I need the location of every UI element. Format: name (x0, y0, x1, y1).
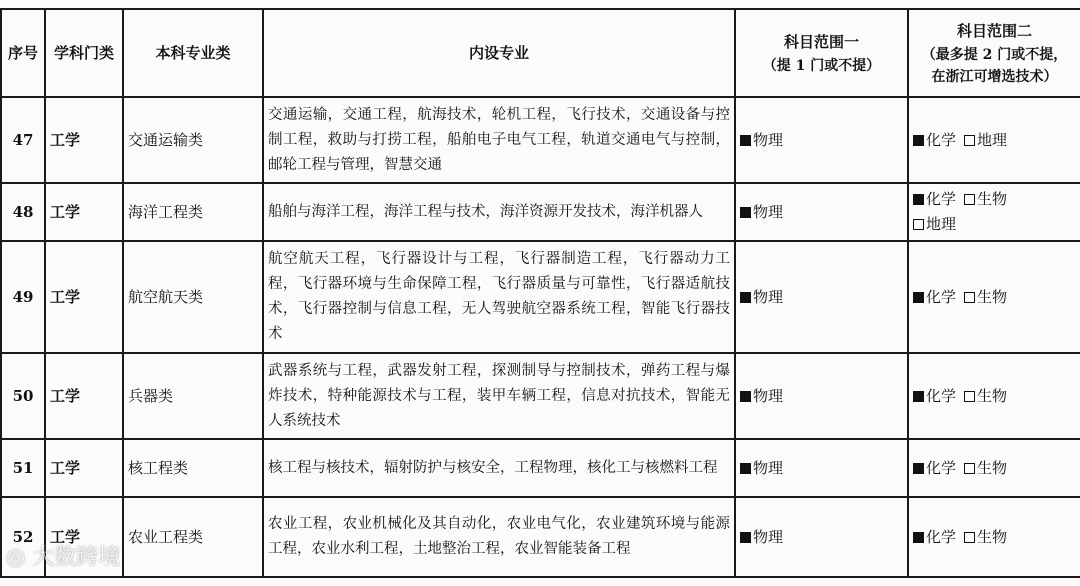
subject-option (964, 288, 1007, 306)
subject-label: 化学 (926, 190, 957, 208)
row-range2 (908, 183, 1080, 241)
row-range1 (735, 497, 908, 577)
row-major-class: 兵器类 (123, 353, 263, 439)
row-majors: 船舶与海洋工程，海洋工程与技术，海洋资源开发技术，海洋机器人 (263, 183, 735, 241)
row-range1 (735, 439, 908, 497)
row-index: 47 (1, 97, 45, 183)
subject-label: 物理 (753, 458, 784, 477)
row-major-class: 交通运输类 (123, 97, 263, 183)
subject-requirements-table (0, 8, 1080, 578)
table-row (1, 183, 1080, 241)
checked-box-icon (740, 135, 751, 146)
row-majors: 交通运输，交通工程，航海技术，轮机工程，飞行技术，交通设备与控制工程，救助与打捞工程，船舶电子电气工程，轨道交通电气与控制，邮轮工程与管理，智慧交通 (263, 97, 735, 183)
row-range2 (908, 241, 1080, 353)
checked-box-icon (740, 207, 751, 218)
row-index: 52 (1, 497, 45, 577)
row-range2 (908, 353, 1080, 439)
subject-option (913, 528, 956, 546)
row-discipline: 工学 (45, 241, 123, 353)
row-discipline: 工学 (45, 353, 123, 439)
checked-box-icon (913, 532, 924, 543)
unchecked-box-icon (964, 391, 975, 402)
header-range2 (908, 9, 1080, 97)
subject-label: 化学 (926, 527, 957, 546)
unchecked-box-icon (964, 135, 975, 146)
header-range1-title: 科目范围一 (783, 32, 859, 51)
table-row (1, 497, 1080, 577)
header-range2-note1: （最多提 2 门或不提， (921, 46, 1068, 63)
row-major-class: 航空航天类 (123, 241, 263, 353)
subject-option (740, 203, 783, 221)
row-majors: 农业工程，农业机械化及其自动化，农业电气化，农业建筑环境与能源工程，农业水利工程，土地整治工程，农业智能装备工程 (263, 497, 735, 577)
unchecked-box-icon (964, 194, 975, 205)
subject-option (913, 131, 956, 149)
row-range1 (735, 97, 908, 183)
row-discipline: 工学 (45, 497, 123, 577)
row-index: 48 (1, 183, 45, 241)
row-range2 (908, 439, 1080, 497)
subject-option (740, 288, 783, 306)
subject-option (913, 215, 956, 233)
subject-label: 化学 (926, 130, 957, 149)
header-index: 序号 (1, 9, 45, 97)
row-index: 49 (1, 241, 45, 353)
row-major-class: 海洋工程类 (123, 183, 263, 241)
checked-box-icon (913, 463, 924, 474)
subject-label: 生物 (977, 458, 1008, 477)
checked-box-icon (740, 292, 751, 303)
table-row (1, 353, 1080, 439)
header-range1-note: （提 1 门或不提） (762, 57, 881, 74)
unchecked-box-icon (964, 292, 975, 303)
subject-label: 生物 (977, 386, 1008, 405)
row-majors: 武器系统与工程，武器发射工程，探测制导与控制技术，弹药工程与爆炸技术，特种能源技术与工程，装甲车辆工程，信息对抗技术，智能无人系统技术 (263, 353, 735, 439)
subject-option (964, 131, 1007, 149)
row-index: 51 (1, 439, 45, 497)
row-majors: 核工程与核技术，辐射防护与核安全，工程物理，核化工与核燃料工程 (263, 439, 735, 497)
checked-box-icon (913, 194, 924, 205)
subject-label: 地理 (977, 130, 1008, 149)
header-range2-title: 科目范围二 (956, 21, 1032, 40)
subject-option (913, 387, 956, 405)
checked-box-icon (740, 463, 751, 474)
header-majors: 内设专业 (263, 9, 735, 97)
checked-box-icon (740, 532, 751, 543)
subject-label: 生物 (977, 287, 1008, 306)
subject-option (964, 459, 1007, 477)
header-range2-note2: 在浙江可增选技术） (931, 68, 1058, 85)
subject-label: 地理 (926, 215, 957, 233)
row-major-class: 农业工程类 (123, 497, 263, 577)
checked-box-icon (740, 391, 751, 402)
watermark-logo: ◎ 大数跨境 (6, 545, 121, 570)
row-majors: 航空航天工程，飞行器设计与工程，飞行器制造工程，飞行器动力工程，飞行器环境与生命保障工程，飞行器质量与可靠性，飞行器适航技术，飞行器控制与信息工程，无人驾驶航空器系统工程，智能飞行器技术 (263, 241, 735, 353)
subject-option (913, 288, 956, 306)
subject-label: 生物 (977, 527, 1008, 546)
subject-option (740, 528, 783, 546)
subject-label: 物理 (753, 386, 784, 405)
row-discipline: 工学 (45, 439, 123, 497)
row-index: 50 (1, 353, 45, 439)
header-range1 (735, 9, 908, 97)
subject-label: 物理 (753, 130, 784, 149)
subject-label: 物理 (753, 287, 784, 306)
header-major-class: 本科专业类 (123, 9, 263, 97)
subject-label: 生物 (977, 190, 1008, 208)
header-row (1, 9, 1080, 97)
subject-label: 物理 (753, 202, 784, 221)
subject-option (740, 131, 783, 149)
row-range1 (735, 353, 908, 439)
unchecked-box-icon (964, 532, 975, 543)
row-range2 (908, 497, 1080, 577)
table-row (1, 241, 1080, 353)
subject-label: 化学 (926, 386, 957, 405)
unchecked-box-icon (964, 463, 975, 474)
subject-label: 化学 (926, 287, 957, 306)
subject-option (740, 387, 783, 405)
watermark-text: 大数跨境 (32, 545, 121, 570)
checked-box-icon (913, 135, 924, 146)
checked-box-icon (913, 292, 924, 303)
row-range1 (735, 241, 908, 353)
subject-label: 物理 (753, 527, 784, 546)
header-discipline: 学科门类 (45, 9, 123, 97)
subject-option (964, 387, 1007, 405)
unchecked-box-icon (913, 219, 924, 230)
checked-box-icon (913, 391, 924, 402)
row-discipline: 工学 (45, 183, 123, 241)
subject-label: 化学 (926, 458, 957, 477)
row-range2 (908, 97, 1080, 183)
subject-option (913, 190, 956, 208)
subject-option (913, 459, 956, 477)
table-row (1, 97, 1080, 183)
row-range1 (735, 183, 908, 241)
subject-option (964, 528, 1007, 546)
subject-option (964, 190, 1007, 208)
table-row (1, 439, 1080, 497)
row-major-class: 核工程类 (123, 439, 263, 497)
subject-option (740, 459, 783, 477)
row-discipline: 工学 (45, 97, 123, 183)
